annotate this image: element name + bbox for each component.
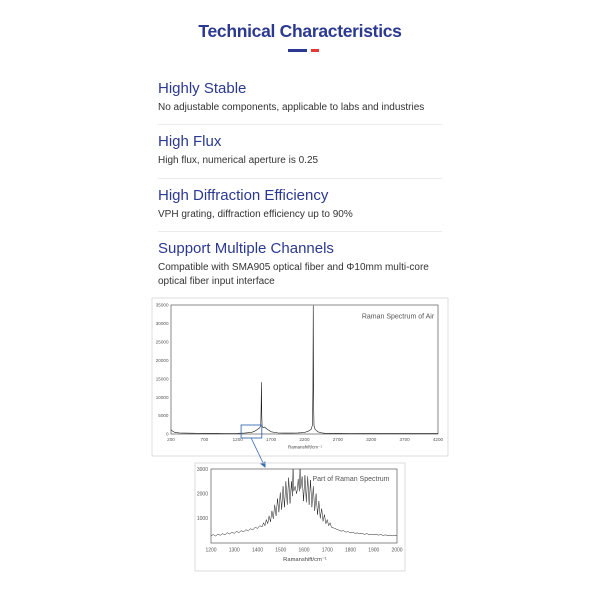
zoom-x-tick-label: 2000 bbox=[391, 547, 403, 554]
main-y-tick-label: 25000 bbox=[155, 339, 169, 345]
main-x-tick-label: 200 bbox=[167, 436, 175, 442]
main-x-tick-label: 2200 bbox=[299, 436, 310, 442]
main-y-tick-label: 15000 bbox=[155, 376, 169, 382]
main-x-tick-label: 3700 bbox=[399, 436, 410, 442]
feature-item-highly-stable bbox=[158, 80, 443, 115]
main-y-tick-label: 20000 bbox=[155, 357, 169, 363]
main-x-axis-label: Ramanshift/cm⁻¹ bbox=[288, 444, 322, 450]
zoom-y-tick-label: 1000 bbox=[196, 516, 208, 523]
zoom-chart-title: Part of Raman Spectrum bbox=[312, 476, 390, 483]
zoom-y-tick-label: 2000 bbox=[196, 491, 208, 498]
main-y-tick-label: 35000 bbox=[155, 302, 169, 308]
section-heading: Technical Characteristics bbox=[198, 21, 402, 41]
zoom-x-tick-label: 1500 bbox=[275, 547, 287, 554]
feature-item-high-flux bbox=[158, 133, 443, 168]
main-x-tick-label: 3200 bbox=[366, 436, 377, 442]
zoom-x-tick-label: 1700 bbox=[321, 547, 333, 554]
feature-title: High Flux bbox=[158, 133, 222, 150]
feature-separator bbox=[158, 231, 442, 232]
zoom-x-tick-labels bbox=[205, 548, 402, 554]
main-y-tick-label: 10000 bbox=[155, 394, 169, 400]
main-chart-frame bbox=[152, 298, 448, 456]
feature-title: Support Multiple Channels bbox=[158, 240, 334, 257]
main-y-tick-label: 5000 bbox=[158, 413, 169, 419]
zoom-x-tick-label: 1300 bbox=[228, 547, 240, 554]
main-spectrum-chart bbox=[152, 298, 448, 456]
zoom-x-tick-label: 1900 bbox=[368, 547, 380, 554]
feature-title: High Diffraction Efficiency bbox=[158, 187, 329, 204]
feature-separator bbox=[158, 178, 442, 179]
main-x-tick-label: 2700 bbox=[332, 436, 343, 442]
heading-divider-accent bbox=[311, 49, 319, 52]
feature-description: VPH grating, diffraction efficiency up to 90% bbox=[158, 209, 353, 220]
feature-description: No adjustable components, applicable to labs and industries bbox=[158, 102, 425, 113]
zoom-spectrum-chart bbox=[195, 463, 405, 571]
main-x-tick-label: 1200 bbox=[232, 436, 243, 442]
main-x-tick-label: 4200 bbox=[432, 436, 444, 442]
feature-item-multiple-channels bbox=[158, 240, 443, 289]
main-chart-title: Raman Spectrum of Air bbox=[361, 313, 435, 321]
feature-title: Highly Stable bbox=[158, 80, 247, 97]
feature-description: High flux, numerical aperture is 0.25 bbox=[158, 155, 319, 166]
feature-description: Compatible with SMA905 optical fiber and Φ10mm multi-core optical fiber input interface bbox=[158, 262, 429, 287]
main-x-tick-label: 1700 bbox=[266, 436, 277, 442]
zoom-y-tick-label: 3000 bbox=[196, 466, 208, 473]
zoom-x-tick-label: 1200 bbox=[205, 547, 217, 554]
zoom-x-axis-label: Ramanshift/cm⁻¹ bbox=[283, 557, 327, 563]
raman-spectrum-figure bbox=[0, 290, 600, 590]
zoom-x-tick-label: 1800 bbox=[344, 547, 357, 554]
main-x-tick-label: 700 bbox=[200, 436, 209, 442]
main-y-tick-label: 30000 bbox=[155, 321, 169, 327]
feature-separator bbox=[158, 124, 442, 125]
zoom-x-tick-label: 1400 bbox=[251, 547, 264, 554]
main-y-tick-label: 0 bbox=[165, 431, 169, 437]
zoom-x-tick-label: 1600 bbox=[298, 547, 310, 554]
feature-item-high-diffraction-efficiency bbox=[158, 187, 443, 222]
heading-divider-primary bbox=[288, 49, 307, 52]
